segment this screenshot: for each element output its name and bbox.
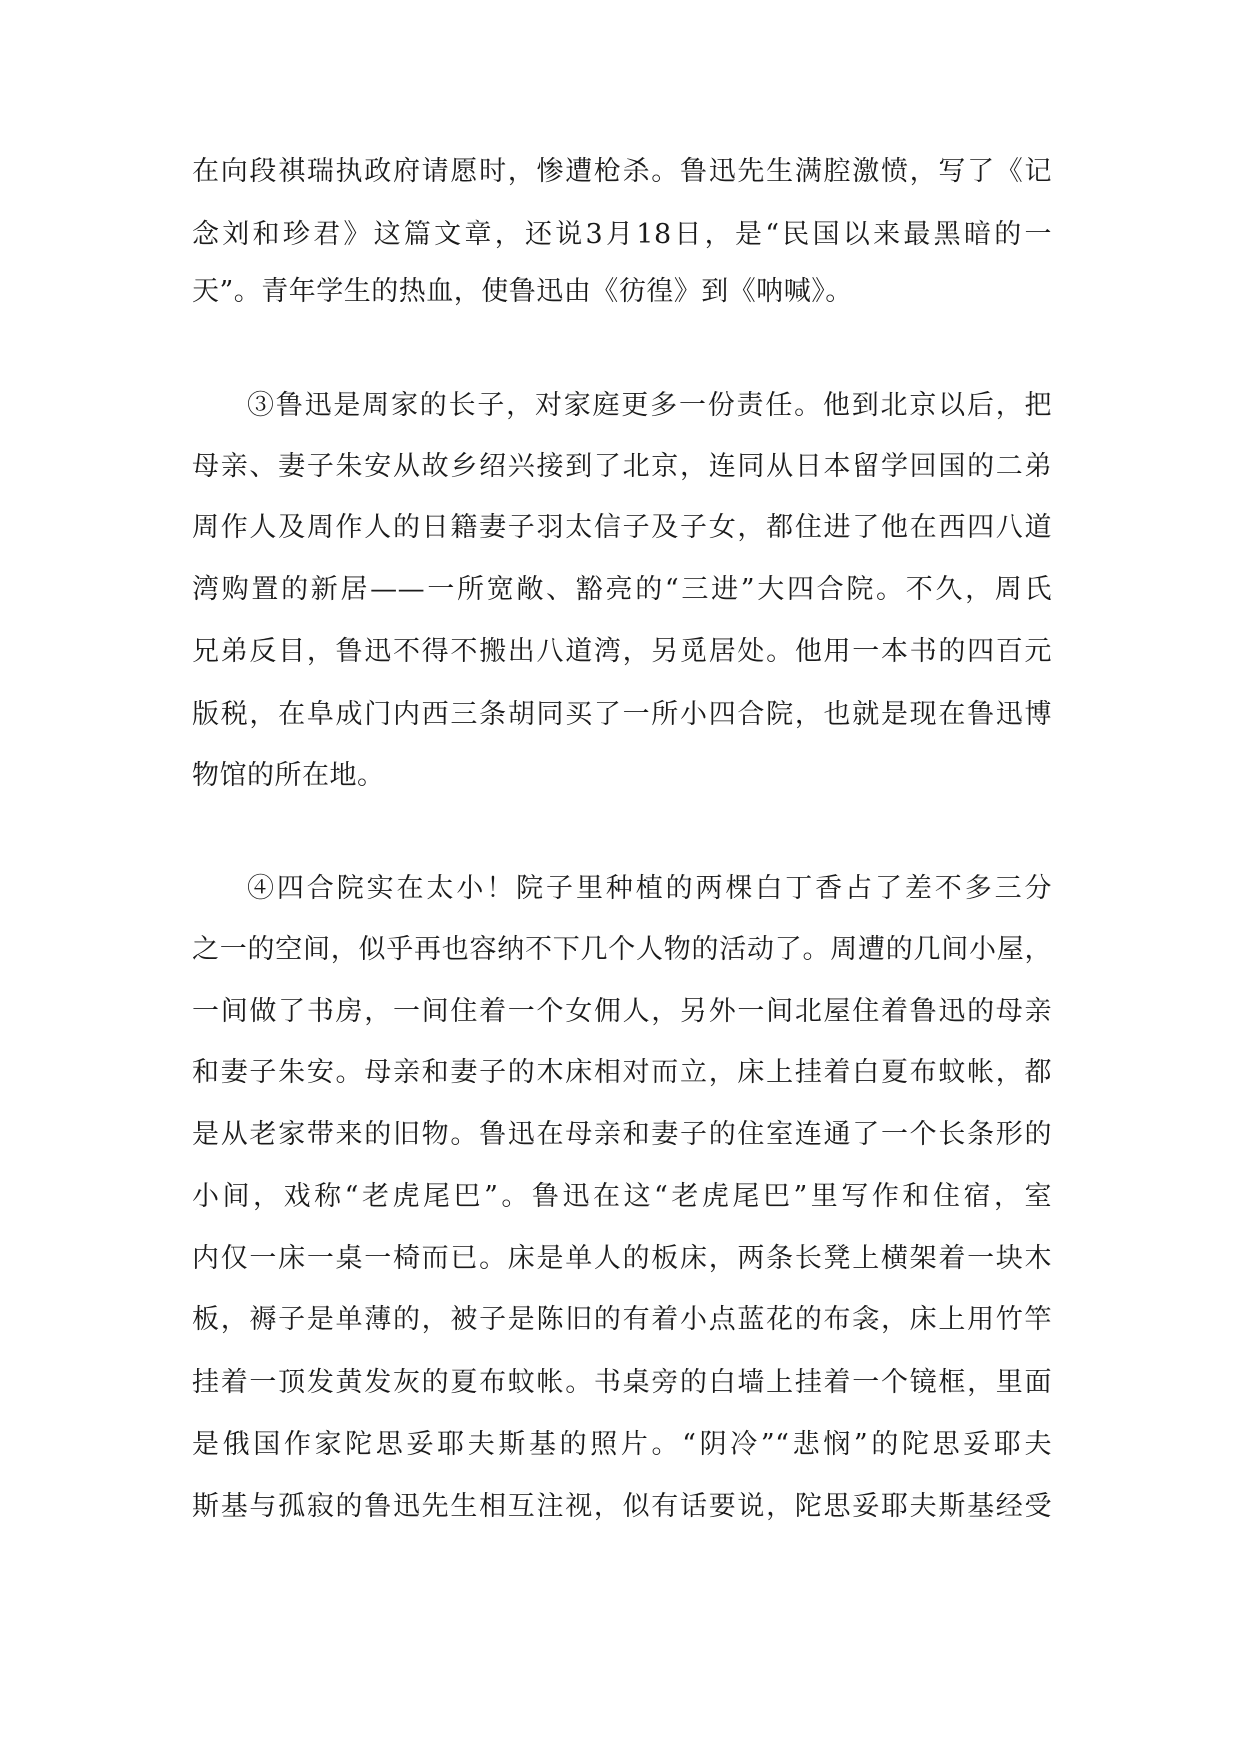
text-line: ③鲁迅是周家的长子，对家庭更多一份责任。他到北京以后，把: [247, 390, 1052, 421]
text-line: 一间做了书房，一间住着一个女佣人，另外一间北屋住着鲁迅的母亲: [192, 996, 1052, 1027]
text-line: 板，褥子是单薄的，被子是陈旧的有着小点蓝花的布衾，床上用竹竿: [192, 1304, 1052, 1335]
text-line: 念刘和珍君》这篇文章，还说3月18日，是“民国以来最黑暗的一: [192, 219, 1052, 250]
text-line: 在向段祺瑞执政府请愿时，惨遭枪杀。鲁迅先生满腔激愤，写了《记: [192, 156, 1052, 187]
text-line: 斯基与孤寂的鲁迅先生相互注视，似有话要说，陀思妥耶夫斯基经受: [192, 1491, 1052, 1522]
text-line: 和妻子朱安。母亲和妻子的木床相对而立，床上挂着白夏布蚊帐，都: [192, 1057, 1052, 1088]
text-line: 内仅一床一桌一椅而已。床是单人的板床，两条长凳上横架着一块木: [192, 1243, 1052, 1274]
text-line: 物馆的所在地。: [192, 760, 385, 791]
text-line: 天”。青年学生的热血，使鲁迅由《彷徨》到《呐喊》。: [192, 276, 853, 307]
text-line: 之一的空间，似乎再也容纳不下几个人物的活动了。周遭的几间小屋，: [192, 934, 1052, 965]
text-line: 湾购置的新居——一所宽敞、豁亮的“三进”大四合院。不久，周氏: [192, 574, 1052, 605]
text-line: 是俄国作家陀思妥耶夫斯基的照片。“阴冷”“悲悯”的陀思妥耶夫: [192, 1429, 1052, 1460]
text-line: 兄弟反目，鲁迅不得不搬出八道湾，另觅居处。他用一本书的四百元: [192, 636, 1052, 667]
text-line: ④四合院实在太小！院子里种植的两棵白丁香占了差不多三分: [247, 873, 1052, 904]
text-line: 是从老家带来的旧物。鲁迅在母亲和妻子的住室连通了一个长条形的: [192, 1119, 1052, 1150]
text-line: 小间，戏称“老虎尾巴”。鲁迅在这“老虎尾巴”里写作和住宿，室: [192, 1181, 1052, 1212]
text-line: 周作人及周作人的日籍妻子羽太信子及子女，都住进了他在西四八道: [192, 512, 1052, 543]
text-line: 母亲、妻子朱安从故乡绍兴接到了北京，连同从日本留学回国的二弟: [192, 451, 1052, 482]
text-line: 挂着一顶发黄发灰的夏布蚊帐。书桌旁的白墙上挂着一个镜框，里面: [192, 1367, 1052, 1398]
text-line: 版税，在阜成门内西三条胡同买了一所小四合院，也就是现在鲁迅博: [192, 699, 1052, 730]
